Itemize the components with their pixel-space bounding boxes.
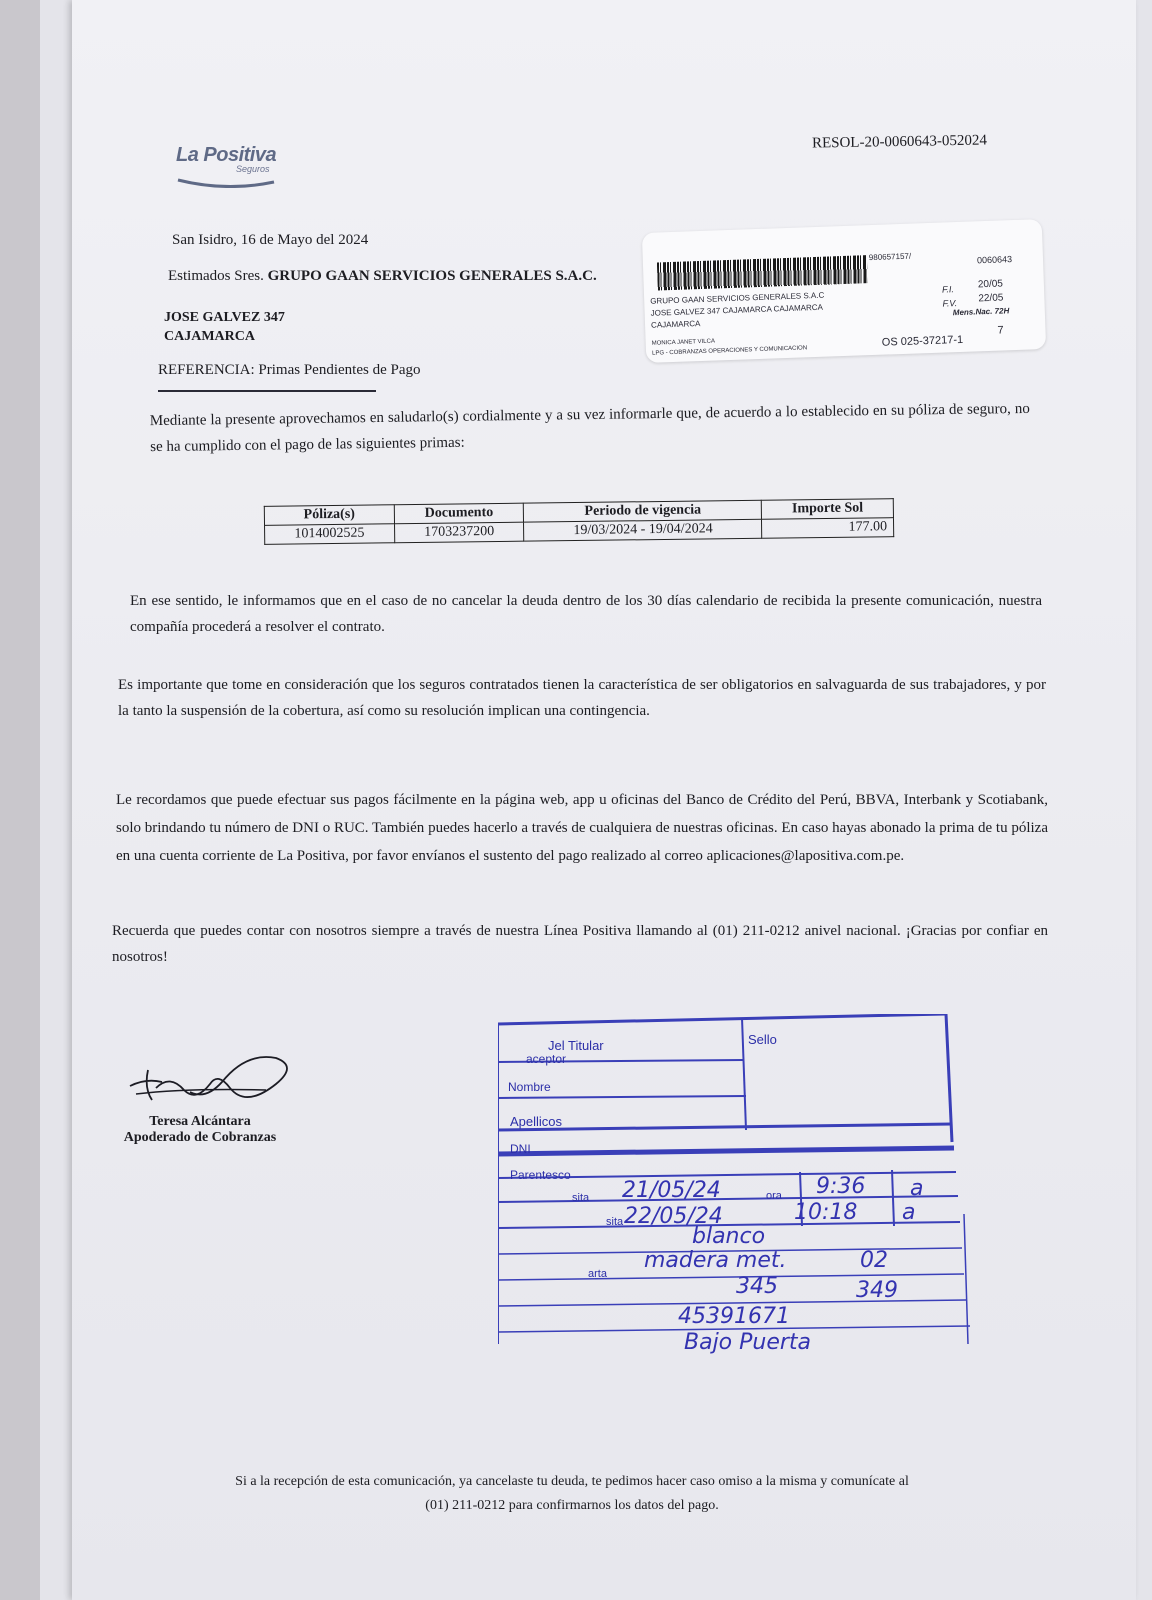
logo-subtext: Seguros — [236, 164, 270, 174]
label-visita-2: sita — [606, 1216, 624, 1228]
handwritten-number-1: 345 — [736, 1274, 778, 1299]
label-hora: ora — [766, 1190, 782, 1202]
stamp-os-suffix: 7 — [997, 324, 1004, 337]
paragraph-contact: Recuerda que puedes contar con nosotros siempre a través de nuestra Línea Positiva llamando al (01) 211-0212 anivel nacional. ¡Gracias por confiar en nosotros! — [112, 923, 1048, 965]
label-apellidos: Apellicos — [510, 1114, 563, 1129]
barcode — [657, 255, 868, 290]
footer-note — [172, 1470, 972, 1518]
stamp-dept: LPG - COBRANZAS OPERACIONES Y COMUNICACION — [651, 345, 808, 357]
greeting — [168, 268, 597, 285]
stamp-number: 0060643 — [976, 254, 1013, 266]
paragraph-intro: Mediante la presente aprovechamos en saludarlo(s) cordialmente y a su vez informarle que, de acuerdo a lo establecido en su póliza de seguro, no se ha cumplido con el pago de las siguientes primas: — [149, 400, 1030, 456]
resolution-code: RESOL-20-0060643-052024 — [811, 132, 988, 152]
stamp-top-code: 980657157/ — [868, 251, 912, 263]
handwritten-date-1: 21/05/24 — [622, 1178, 721, 1203]
form-grid — [498, 1014, 978, 1354]
stamp-address: JOSE GALVEZ 347 CAJAMARCA CAJAMARCA — [650, 302, 824, 318]
label-titular: Jel Titular — [548, 1038, 604, 1053]
handwritten-mark-2: a — [902, 1200, 916, 1225]
stamp-fi-label: F.I. — [941, 284, 955, 295]
handwritten-material: madera met. — [644, 1248, 787, 1273]
greeting-prefix: Estimados Sres. — [168, 268, 264, 284]
footer-line-2: (01) 211-0212 para confirmarnos los datos del pago. — [425, 1498, 719, 1513]
signer-name: Teresa Alcántara — [149, 1114, 251, 1129]
table-cell: 1014002525 — [265, 524, 395, 545]
signer — [112, 1114, 288, 1146]
stamp-fi-value: 20/05 — [977, 278, 1004, 291]
recipient-address — [164, 308, 285, 346]
label-sello: Sello — [748, 1032, 777, 1047]
stamp-fv-label: F.V. — [942, 298, 958, 309]
handwritten-time-2: 10:18 — [794, 1200, 858, 1225]
handwritten-note: Bajo Puerta — [684, 1330, 812, 1355]
label-cuarta: arta — [588, 1268, 607, 1280]
stamp-fv-value: 22/05 — [978, 292, 1004, 305]
stamp-mens: Mens.Nac. 72H — [952, 306, 1010, 318]
table-header: Documento — [394, 503, 524, 524]
table-cell: 19/03/2024 - 19/04/2024 — [524, 519, 762, 541]
table-header: Importe Sol — [762, 499, 894, 520]
company-logo — [176, 144, 276, 193]
reference: REFERENCIA: Primas Pendientes de Pago — [158, 362, 421, 378]
footer-line-1: Si a la recepción de esta comunicación, ya cancelaste tu deuda, te pedimos hacer caso omiso a la misma y comunícate al — [235, 1474, 909, 1489]
place-date: San Isidro, 16 de Mayo del 2024 — [172, 232, 369, 248]
table-cell: 1703237200 — [394, 522, 524, 543]
handwritten-mark-1: a — [910, 1176, 924, 1201]
paragraph-payment: Le recordamos que puede efectuar sus pagos fácilmente en la página web, app u oficinas del Banco de Crédito del Perú, BBVA, Interbank y Scotiabank, solo brindando tu número de DNI o RUC. También puedes hacerlo a través de cualquiera de nuestras oficinas. En caso hayas abonado la prima de tu póliza en una cuenta corriente de La Positiva, por favor envíanos el sustento del pago realizado al correo aplicaciones@lapositiva.com.pe. — [116, 792, 1048, 864]
stamp-company: GRUPO GAAN SERVICIOS GENERALES S.A.C — [650, 290, 825, 306]
handwritten-color: blanco — [692, 1224, 766, 1249]
stamp-city: CAJAMARCA — [650, 319, 701, 330]
reference-underline — [158, 390, 376, 392]
handwritten-number-2: 349 — [856, 1278, 898, 1303]
handwritten-dni: 45391671 — [678, 1304, 790, 1329]
company-name: GRUPO GAAN SERVICIOS GENERALES S.A.C. — [267, 268, 597, 284]
label-dni: DNI — [510, 1142, 531, 1156]
handwritten-floors: 02 — [860, 1248, 888, 1273]
stamp-os-code: OS 025-37217-1 — [881, 333, 964, 349]
paragraph-deadline: En ese sentido, le informamos que en el caso de no cancelar la deuda dentro de los 30 días calendario de recibida la presente comunicación, nuestra compañía procederá a resolver el contrato. — [130, 593, 1042, 635]
table-header: Póliza(s) — [264, 505, 394, 526]
label-aceptor: aceptor — [526, 1052, 567, 1066]
signature-icon — [126, 1048, 306, 1110]
address-line-1: JOSE GALVEZ 347 — [164, 310, 285, 325]
handwritten-time-1: 9:36 — [816, 1174, 866, 1199]
receipt-stamp-form — [498, 1014, 978, 1354]
stamp-person: MONICA JANET VILCA — [651, 338, 716, 347]
handwritten-date-2: 22/05/24 — [624, 1204, 723, 1229]
label-parentesco: Parentesco — [510, 1168, 571, 1182]
label-nombre: Nombre — [508, 1080, 551, 1094]
table-header: Periodo de vigencia — [524, 500, 762, 522]
logo-swoosh-icon — [176, 174, 276, 188]
premiums-table — [264, 498, 894, 545]
logo-text: La Positiva — [176, 144, 277, 166]
paragraph-importance: Es importante que tome en consideración que los seguros contratados tienen la característica de ser obligatorios en salvaguarda de sus trabajadores, y por la tanto la suspensión de la cobertura, así como su resolución implican una contingencia. — [118, 677, 1046, 719]
table-cell: 177.00 — [762, 518, 894, 539]
courier-label — [642, 219, 1046, 363]
signer-title: Apoderado de Cobranzas — [123, 1130, 277, 1145]
address-line-2: CAJAMARCA — [164, 329, 255, 344]
label-visita-1: sita — [572, 1192, 590, 1204]
